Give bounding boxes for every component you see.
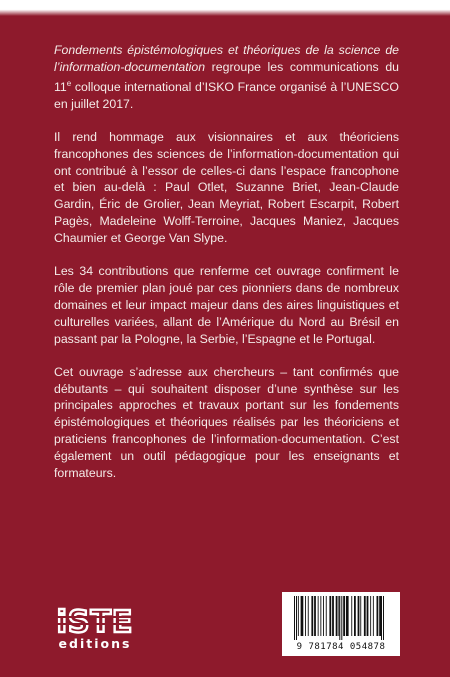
isbn-barcode (282, 592, 400, 656)
ordinal-superscript: e (66, 78, 72, 88)
iste-logo-mark (42, 606, 148, 636)
paragraph-tribute: Il rend hommage aux visionnaires et aux théoriciens francophones des sciences de l’information-documentation qui ont contribué à l’essor de celles-ci dans l’espace francophone et bien au-delà : Paul Otlet, Suzanne Briet, Jean-Claude Gardin, Éric de Grolier, Jean Meyriat, Robert Escarpit, Robert Pagès, Madeleine Wolff-Terroine, Jacques Maniez, Jacques Chaumier et George Van Slype. (54, 129, 399, 246)
book-title-italic: Fondements épistémologiques et théoriques de la science de l’information-documentation (54, 43, 399, 74)
barcode-bars (292, 596, 390, 640)
paragraph-audience: Cet ouvrage s’adresse aux chercheurs – tant confirmés que débutants – qui souhaitent disposer d’une synthèse sur les principales approches et travaux portant sur les fondements épistémologiques et théoriques réalisés par les théoriciens et praticiens francophones de l’information-documentation. C’est également un outil pédagogique pour les enseignants et formateurs. (54, 364, 399, 481)
top-edge (0, 0, 450, 16)
intro-text-a: regroupe les communications du 11 (54, 59, 399, 94)
iste-editions-logo (42, 606, 148, 652)
intro-text-b: colloque international d’ISKO France organisé à l’UNESCO en juillet 2017. (54, 79, 399, 111)
logo-subtitle: editions (58, 636, 132, 651)
blurb (54, 42, 399, 498)
svg-text:iSTE: iSTE (56, 606, 134, 636)
paragraph-intro (54, 42, 399, 113)
paragraph-contributions: Les 34 contributions que renferme cet ouvrage confirment le rôle de premier plan joué par ces pionniers dans de nombreux domaines et leur impact majeur dans des aires linguistiques et culturelles variées, allant de l’Amérique du Nord au Brésil en passant par la Pologne, la Serbie, l’Espagne et le Portugal. (54, 264, 399, 346)
barcode-digits: 9 781784 054878 (296, 642, 386, 652)
